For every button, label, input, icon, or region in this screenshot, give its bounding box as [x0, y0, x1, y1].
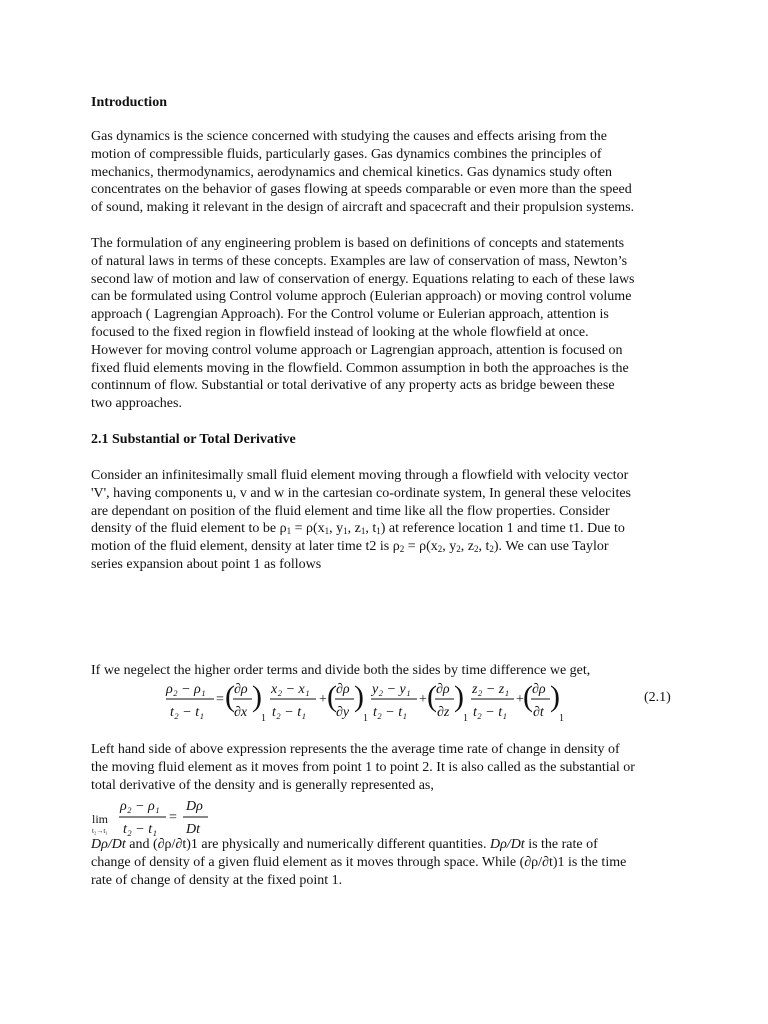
section-paragraph-4 — [91, 836, 626, 889]
text-line: change of density of a given fluid element as it moves through space. While (∂ρ/∂t)1 is the time — [91, 854, 627, 870]
partial-y: ∂y — [336, 705, 350, 720]
svg-text:(: ( — [523, 680, 533, 713]
svg-text:): ) — [252, 680, 262, 713]
text-line: can be formulated using Control volume approch (Eulerian approach) or moving control volume — [91, 289, 632, 305]
svg-text:(: ( — [225, 680, 235, 713]
svg-text:(: ( — [427, 680, 437, 713]
text-line: 'V', having components u, v and w in the cartesian co-ordinate system, In general these velocites — [91, 485, 631, 501]
final-line-1: Dρ/Dt and (∂ρ/∂t)1 are physically and numerically different quantities. Dρ/Dt is the rate of — [91, 837, 598, 852]
text-line: fixed fluid elements moving in the flowfield. Common assumption in both the approaches is the — [91, 360, 629, 376]
text-line: total derivative of the density and is generally represented as, — [91, 777, 434, 793]
partial-t: ∂t — [533, 705, 544, 720]
svg-text:t₂ − t₁: t₂ − t₁ — [123, 822, 157, 837]
y-numerator: y₂ − y₁ — [372, 682, 411, 697]
svg-text:1: 1 — [363, 713, 368, 724]
text-line: Gas dynamics is the science concerned with studying the causes and effects arising from the — [91, 129, 608, 144]
svg-text:1: 1 — [559, 713, 564, 724]
svg-text:): ) — [354, 680, 364, 713]
text-line: Consider an infinitesimally small fluid element moving through a flowfield with velocity vector — [91, 467, 629, 483]
intro-paragraph-1 — [91, 128, 691, 217]
x-denominator: t₂ − t₁ — [272, 705, 306, 720]
D-rho: Dρ — [186, 799, 203, 814]
document-page — [91, 94, 691, 680]
text-line: Left hand side of above expression represents the the average time rate of change in density of — [91, 742, 620, 757]
text-line: of sound, making it relevant in the design of aircraft and spacecraft and their propulsion systems. — [91, 200, 635, 216]
intro-paragraph-2 — [91, 235, 691, 413]
text-line: two approaches. — [91, 396, 182, 412]
x-numerator: x₂ − x₁ — [271, 682, 310, 697]
text-line: concentrates on the behavior of gases flowing at speeds comparable or even more than the speed — [91, 182, 632, 198]
equation-number: (2.1) — [644, 690, 671, 705]
svg-text:t₂ − t₁: t₂ − t₁ — [373, 705, 407, 720]
section-paragraph-3 — [91, 741, 635, 794]
svg-text:∂ρ: ∂ρ — [436, 682, 450, 697]
svg-text:(: ( — [327, 680, 337, 713]
motion-line: motion of the fluid element, density at later time t2 is $\rho_2 = \rho(x_2$, $y_2$, $z_2$, $t_2$). We can use Taylor — [91, 539, 609, 555]
section-heading: 2.1 Substantial or Total Derivative — [91, 431, 296, 447]
equation-2-1-graphic — [164, 676, 564, 724]
text-line: rate of change of density at the fixed point 1. — [91, 872, 343, 888]
limit-equation-graphic — [92, 797, 222, 837]
text-line: of natural laws in terms of these concepts. Examples are law of conservation of mass, Newton’s — [91, 253, 628, 269]
svg-text:∂ρ: ∂ρ — [336, 682, 350, 697]
lim-subscript: t₂→t₁ — [92, 827, 108, 835]
text-line: the moving fluid element as it moves from point 1 to point 2. It is also called as the substantial or — [91, 759, 635, 775]
text-line: series expansion about point 1 as follows — [91, 556, 322, 572]
equation-2-1 — [164, 676, 689, 724]
svg-text:+: + — [419, 692, 427, 707]
partial-x: ∂x — [234, 705, 248, 720]
partial-z: ∂z — [437, 705, 450, 720]
svg-text:∂ρ: ∂ρ — [532, 682, 546, 697]
section-paragraph-1 — [91, 467, 691, 574]
svg-text:): ) — [454, 680, 464, 713]
intro-heading: Introduction — [91, 95, 167, 110]
text-line: The formulation of any engineering problem is based on definitions of concepts and statements — [91, 235, 625, 251]
text-line: mechanics, thermodynamics, aerodynamics and chemical kinetics. Gas dynamics study often — [91, 164, 612, 180]
text-line: approach ( Lagrengian Approach). For the Control volume or Eulerian approach, attention is — [91, 307, 609, 323]
text-line: However for moving control volume approach or Lagrengian approach, attention is focused on — [91, 342, 623, 358]
density-line: density of the fluid element to be $\rho_1 = \rho(x_1$, $y_1$, $z_1$, $t_1$) at reference location 1 and time t1. Due to — [91, 521, 625, 537]
svg-text:1: 1 — [463, 713, 468, 724]
text-line: If we negelect the higher order terms and divide both the sides by time difference we get, — [91, 662, 591, 678]
plus-sign: + — [319, 692, 327, 707]
lhs-denominator: t₂ − t₁ — [170, 705, 204, 720]
svg-text:1: 1 — [261, 713, 266, 724]
lhs-numerator: ρ₂ − ρ₁ — [166, 682, 206, 697]
svg-text:): ) — [550, 680, 560, 713]
svg-text:t₂ − t₁: t₂ − t₁ — [473, 705, 507, 720]
text-line: continnum of flow. Substantial or total derivative of any property acts as bridge beween these — [91, 378, 615, 394]
equals-sign: = — [216, 692, 224, 707]
svg-text:=: = — [169, 810, 177, 825]
text-line: motion of compressible fluids, particularly gases. Gas dynamics combines the principles of — [91, 146, 602, 162]
limit-equation — [92, 797, 222, 837]
lim-text: lim — [92, 812, 109, 826]
text-line: are dependant on position of the fluid element and time like all the flow properties. Consider — [91, 503, 610, 519]
D-t: Dt — [186, 822, 200, 837]
text-line: focused to the fixed region in flowfield instead of looking at the whole flowfield at once. — [91, 324, 589, 340]
partial-rho: ∂ρ — [234, 682, 248, 697]
z-numerator: z₂ − z₁ — [472, 682, 510, 697]
text-line: second law of motion and law of conservation of energy. Equations relating to each of these laws — [91, 271, 635, 287]
svg-text:ρ₂ − ρ₁: ρ₂ − ρ₁ — [120, 799, 160, 814]
svg-text:+: + — [516, 692, 524, 707]
